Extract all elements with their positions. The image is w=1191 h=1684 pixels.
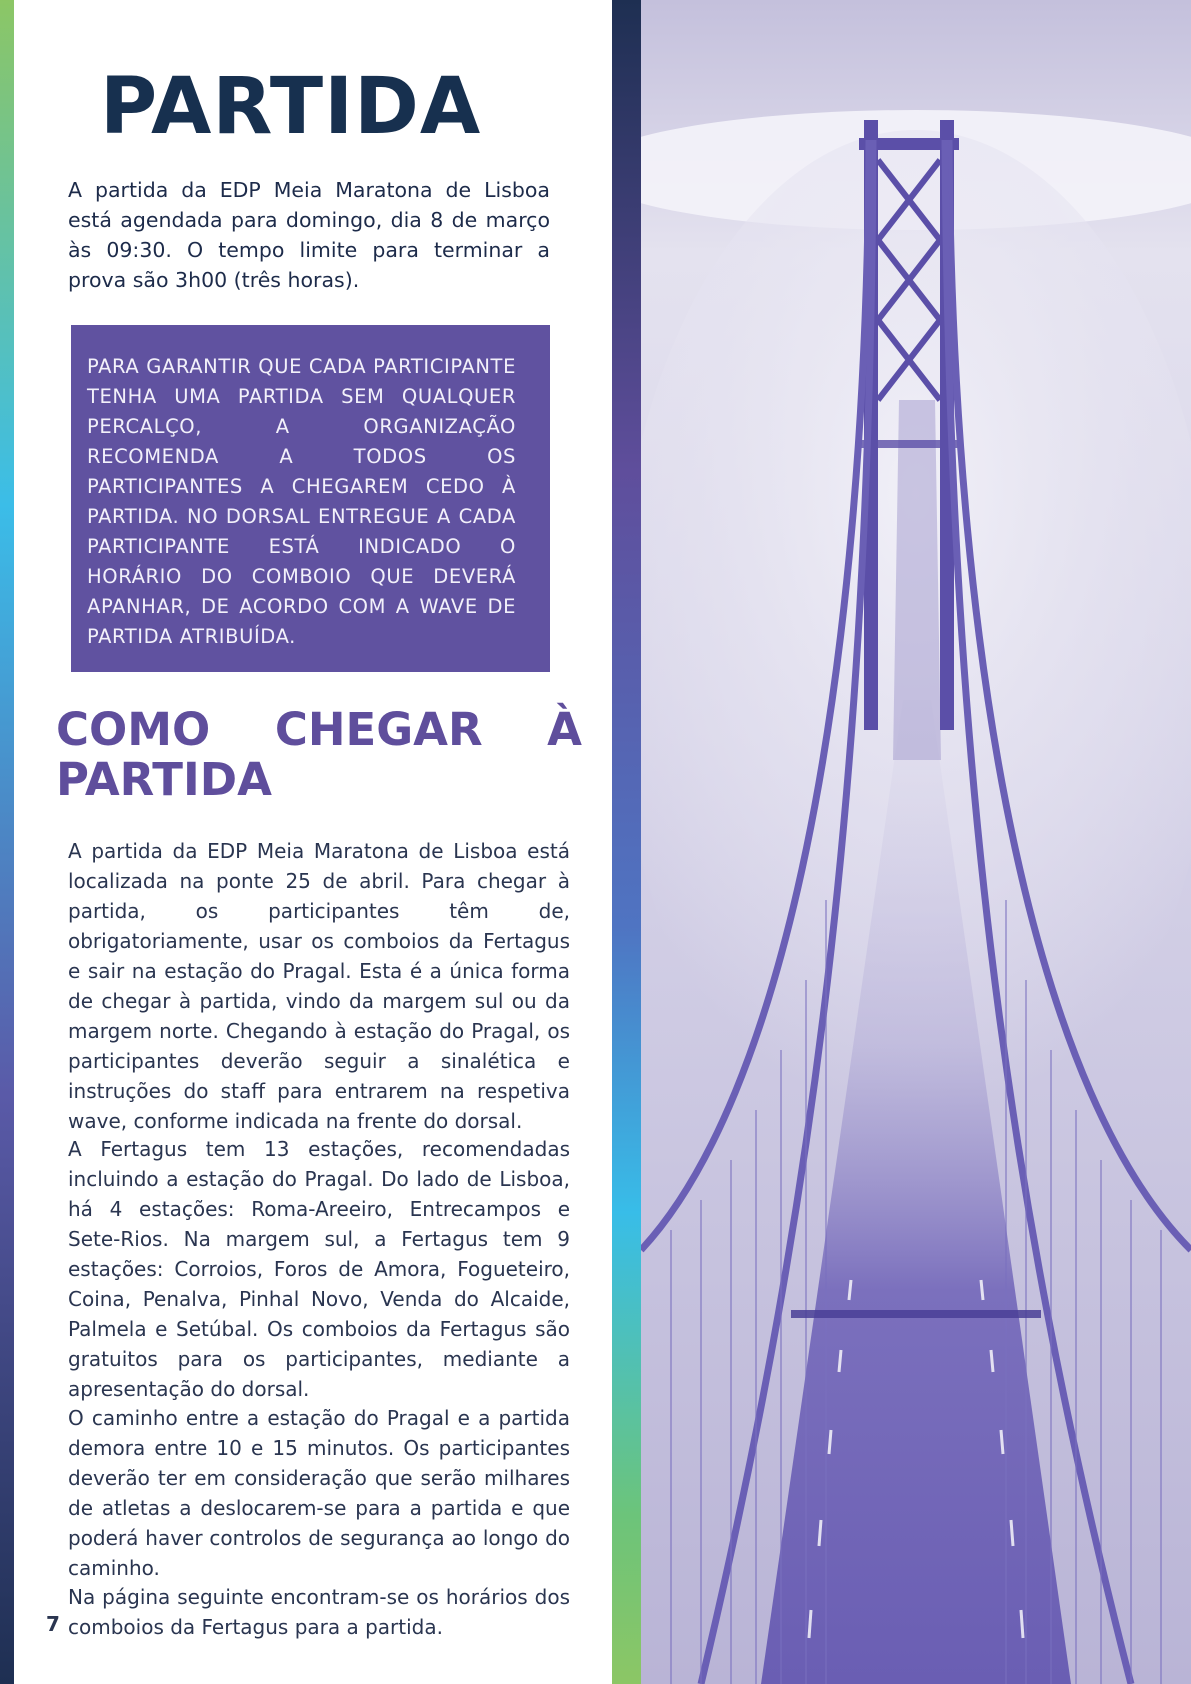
callout-text: PARA GARANTIR QUE CADA PARTICIPANTE TENHA UMA PARTIDA SEM QUALQUER PERCALÇO, A ORGANIZAÇÃO RECOMENDA A TODOS OS PARTICIPANTES A CHEGAREM CEDO À PARTIDA. NO DORSAL ENTREGUE A CADA PARTICIPANTE ESTÁ INDICADO O HORÁRIO DO COMBOIO QUE DEVERÁ APANHAR, DE ACORDO COM A WAVE DE PARTIDA ATRIBUÍDA. — [87, 355, 516, 648]
left-gradient-bar — [0, 0, 14, 1684]
body-paragraph-2: A Fertagus tem 13 estações, recomendadas incluindo a estação do Pragal. Do lado de Lisboa, há 4 estações: Roma-Areeiro, Entrecampos e Sete-Rios. Na margem sul, a Fertagus tem 9 estações: Corroios, Foros de Amora, Fogueteiro, Coina, Penalva, Pinhal Novo, Venda do Alcaide, Palmela e Setúbal. Os comboios da Fertagus são gratuitos para os participantes, mediante a apresentação do dorsal. — [68, 1137, 570, 1401]
intro-paragraph: A partida da EDP Meia Maratona de Lisboa está agendada para domingo, dia 8 de março às 09:30. O tempo limite para terminar a prova são 3h00 (três horas). — [68, 178, 550, 292]
page-title: PARTIDA — [100, 62, 482, 152]
callout-box — [71, 325, 550, 672]
page-number: 7 — [46, 1612, 60, 1636]
bridge-photo — [641, 0, 1191, 1684]
body-paragraph-4: Na página seguinte encontram-se os horários dos comboios da Fertagus para a partida. — [68, 1585, 570, 1639]
section-title: COMO CHEGAR À PARTIDA — [56, 703, 582, 806]
body-paragraph-1: A partida da EDP Meia Maratona de Lisboa está localizada na ponte 25 de abril. Para chegar à partida, os participantes têm de, obrigatoriamente, usar os comboios da Fertagus e sair na estação do Pragal. Esta é a única forma de chegar à partida, vindo da margem sul ou da margem norte. Chegando à estação do Pragal, os participantes deverão seguir a sinalética e instruções do staff para entrarem na respetiva wave, conforme indicada na frente do dorsal. — [68, 839, 570, 1133]
center-gradient-bar — [612, 0, 641, 1684]
body-paragraph-3: O caminho entre a estação do Pragal e a partida demora entre 10 e 15 minutos. Os participantes deverão ter em consideração que serão milhares de atletas a deslocarem-se para a partida e que poderá haver controlos de segurança ao longo do caminho. — [68, 1406, 570, 1580]
